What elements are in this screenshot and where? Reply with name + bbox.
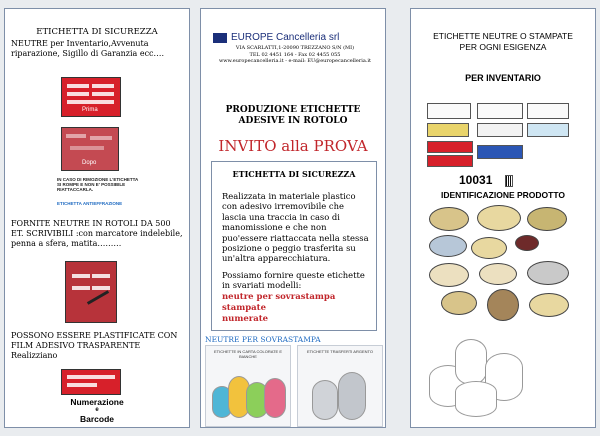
paper-labels-caption: ETICHETTE IN CARTA COLORATE E BIANCHE	[213, 349, 282, 359]
label-roll-2	[455, 339, 487, 385]
label-roll-4	[455, 381, 497, 417]
option-overprint: neutre per sovrastampa	[222, 292, 336, 302]
silver-labels-caption: ETICHETTE TRASFERTI ARGENTO	[306, 349, 373, 354]
production-title-line-2: ADESIVE IN ROTOLO	[238, 116, 348, 126]
inventory-label-9	[477, 145, 523, 159]
tamper-note: IN CASO DI RIMOZIONE L'ETICHETTA SI ROMPE E NON E' POSSIBILE RIATTACCARLA.	[57, 177, 139, 192]
identification-heading: IDENTIFICAZIONE PRODOTTO	[440, 190, 566, 200]
production-title-line-1: PRODUZIONE ETICHETTE	[225, 105, 361, 115]
sticker-after-image	[61, 127, 119, 171]
inventory-label-4	[427, 123, 469, 137]
laminate-description: POSSONO ESSERE PLASTIFICATE CON FILM ADESIVO TRASPARENTE Realizziano	[11, 331, 178, 360]
right-heading	[411, 31, 595, 53]
e-label: e	[95, 407, 99, 413]
product-label-10	[441, 291, 477, 315]
numbering-barcode-label	[5, 397, 189, 424]
address-line: VIA SCARLATTI,1-20090 TREZZANO S/N (MI)	[235, 45, 355, 51]
eu-flag-icon	[213, 33, 227, 43]
tamper-tag: ETICHETTA ANTIEFFRAZIONE	[57, 201, 123, 206]
product-label-11	[487, 289, 519, 321]
numbering-label: Numerazione	[70, 397, 124, 407]
product-label-4	[429, 235, 467, 257]
security-info-box	[211, 161, 377, 331]
inventory-label-3	[527, 103, 569, 119]
sticker-before-label: Prima	[82, 107, 98, 113]
product-label-6	[515, 235, 539, 251]
sticker-before-image	[61, 77, 121, 117]
right-panel	[410, 8, 596, 428]
label-roll-image	[65, 261, 117, 323]
inventory-label-5	[477, 123, 523, 137]
numbered-sticker-image	[61, 369, 121, 395]
right-heading-line-2: PER OGNI ESIGENZA	[459, 42, 547, 52]
product-label-8	[479, 263, 517, 285]
inventory-heading: PER INVENTARIO	[465, 73, 541, 83]
left-panel	[4, 8, 190, 428]
web-line: www.europecancelleria.it - e-mail: EU@europecancelleria.it	[218, 58, 372, 64]
product-label-5	[471, 237, 507, 259]
product-label-2	[477, 205, 521, 231]
barcode-label: Barcode	[79, 414, 114, 424]
inventory-label-6	[527, 123, 569, 137]
inventory-label-1	[427, 103, 471, 119]
product-label-12	[529, 293, 569, 317]
product-label-1	[429, 207, 469, 231]
security-label-heading: ETICHETTA DI SICUREZZA	[36, 27, 158, 37]
sample-code: 10031	[459, 173, 493, 187]
inventory-label-7	[427, 141, 473, 153]
company-name: EUROPE Cancelleria srl	[231, 32, 340, 43]
silver-labels-box	[297, 345, 383, 427]
inventory-label-2	[477, 103, 523, 119]
product-label-3	[527, 207, 567, 231]
security-label-description: NEUTRE per Inventario,Avvenuta riparazione, Sigillo di Garanzia ecc.…	[11, 39, 165, 58]
phone-line: TEL 02 4451 164 - Fax 02 4455 055	[249, 51, 341, 58]
sticker-after-label: Dopo	[82, 160, 97, 166]
box-title: ETICHETTA DI SICUREZZA	[232, 169, 356, 179]
overprint-heading: NEUTRE PER SOVRASTAMPA	[205, 335, 321, 344]
inventory-label-8	[427, 155, 473, 167]
right-heading-line-1: ETICHETTE NEUTRE O STAMPATE	[433, 31, 573, 41]
invite-title: INVITO alla PROVA	[218, 137, 368, 155]
option-printed: stampate	[222, 303, 266, 313]
box-models-intro: Possiamo fornire queste etichette in svariati modelli:	[222, 270, 365, 291]
production-title	[201, 105, 385, 127]
company-address	[209, 45, 381, 65]
option-numbered: numerate	[222, 314, 269, 324]
rolls-description: FORNITE NEUTRE IN ROTOLI DA 500 ET. SCRIVIBILI :con marcatore indelebile, penna a sfera, matita………	[11, 219, 183, 248]
center-panel	[200, 8, 386, 428]
paper-labels-box	[205, 345, 291, 427]
product-label-7	[429, 263, 469, 287]
box-description: Realizzata in materiale plastico con adesivo irremovibile che lascia una traccia in caso di manomissione e che non puo'essere riattaccata nella stessa posizione o peggio trasferita su un'altra apparecchiatura.	[222, 191, 369, 264]
barcode-sample	[505, 175, 513, 187]
product-label-9	[527, 261, 569, 285]
